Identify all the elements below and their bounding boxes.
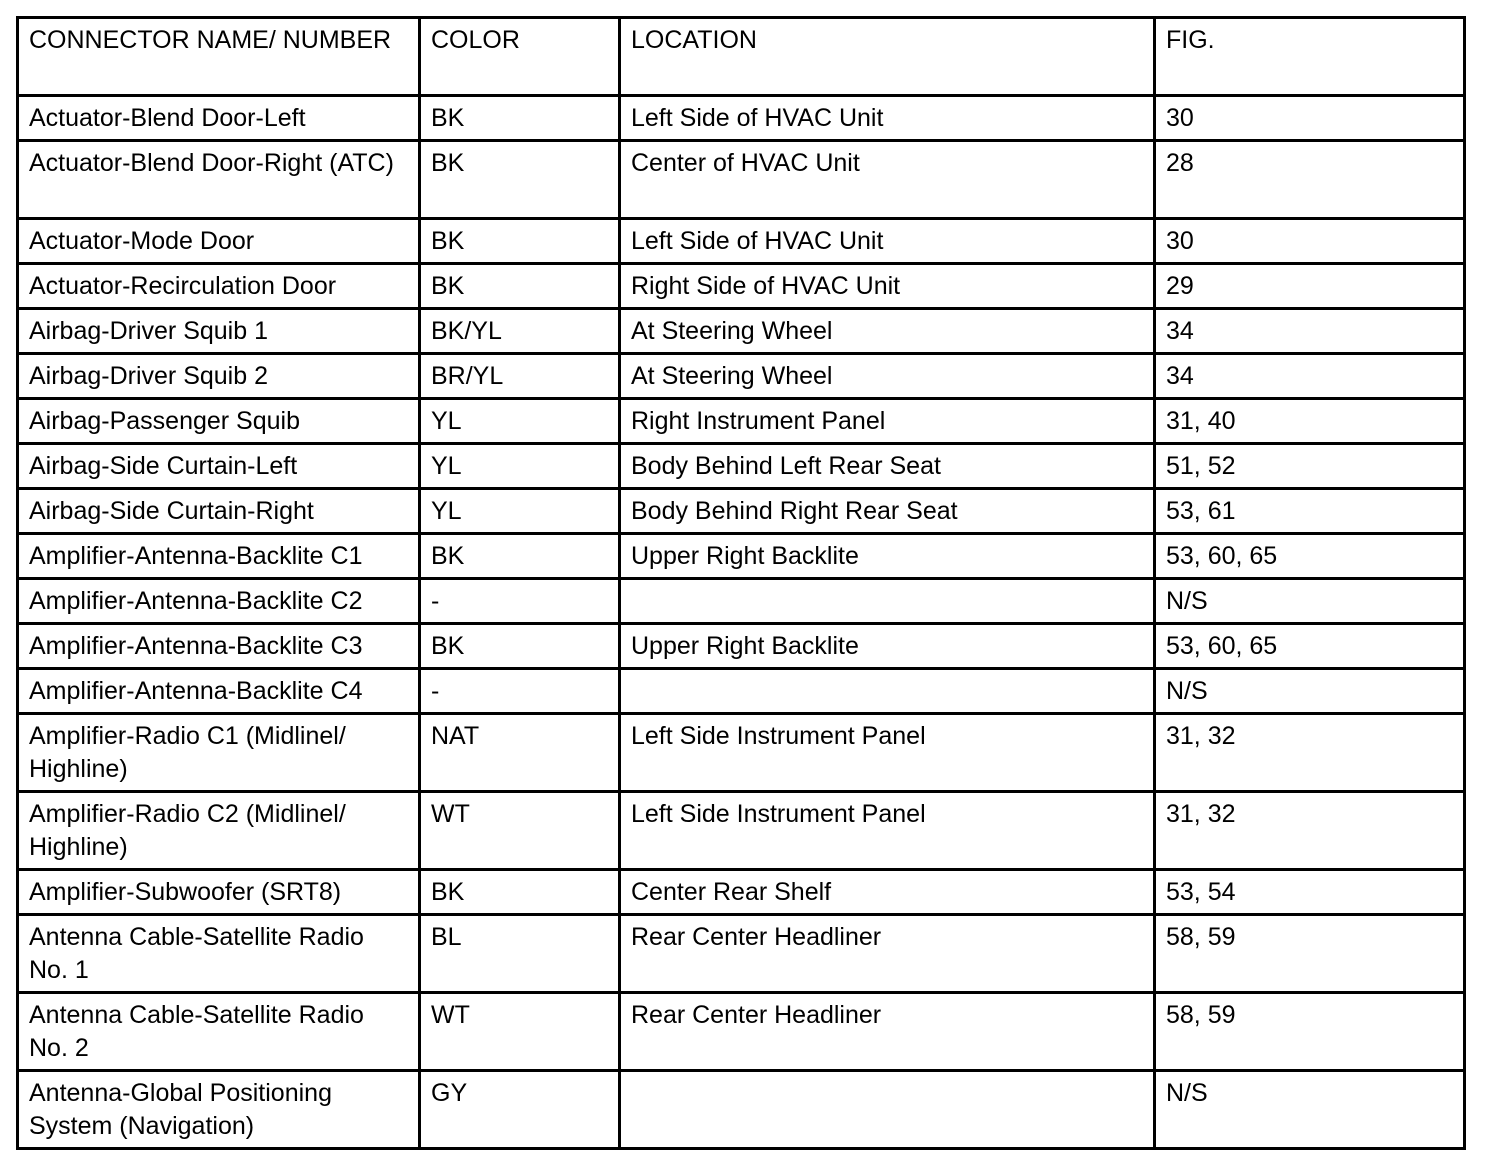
cell-connector: Amplifier-Antenna-Backlite C4 [18,669,420,714]
cell-color: BK [420,219,620,264]
table-row [18,624,1465,669]
table-body [18,18,1465,1149]
table-row [18,399,1465,444]
cell-location: Left Side of HVAC Unit [620,219,1155,264]
cell-connector: Amplifier-Antenna-Backlite C2 [18,579,420,624]
cell-location: Rear Center Headliner [620,993,1155,1071]
cell-connector: Amplifier-Subwoofer (SRT8) [18,870,420,915]
cell-connector: Actuator-Blend Door-Right (ATC) [18,141,420,219]
cell-connector: Airbag-Side Curtain-Right [18,489,420,534]
cell-fig: N/S [1155,1071,1465,1149]
table-row [18,264,1465,309]
cell-location: Right Side of HVAC Unit [620,264,1155,309]
cell-color: BK [420,96,620,141]
table-row [18,792,1465,870]
cell-color: BK [420,141,620,219]
cell-fig: 34 [1155,309,1465,354]
cell-fig: 34 [1155,354,1465,399]
cell-fig: 29 [1155,264,1465,309]
table-row [18,141,1465,219]
cell-color: BL [420,915,620,993]
table-row [18,489,1465,534]
cell-fig: N/S [1155,669,1465,714]
table-row [18,669,1465,714]
cell-color: NAT [420,714,620,792]
cell-connector: Antenna Cable-Satellite Radio No. 1 [18,915,420,993]
cell-location: Left Side Instrument Panel [620,792,1155,870]
table-row [18,993,1465,1071]
cell-connector: Actuator-Recirculation Door [18,264,420,309]
cell-connector: Antenna Cable-Satellite Radio No. 2 [18,993,420,1071]
cell-color: WT [420,792,620,870]
table-row [18,1071,1465,1149]
cell-color: BK [420,870,620,915]
table-row [18,354,1465,399]
cell-location: Left Side Instrument Panel [620,714,1155,792]
cell-fig: 30 [1155,219,1465,264]
cell-location [620,1071,1155,1149]
cell-connector: Airbag-Passenger Squib [18,399,420,444]
cell-location: Left Side of HVAC Unit [620,96,1155,141]
cell-connector: Actuator-Mode Door [18,219,420,264]
header-location: LOCATION [620,18,1155,96]
cell-location: Center Rear Shelf [620,870,1155,915]
cell-connector: Amplifier-Antenna-Backlite C1 [18,534,420,579]
cell-color: YL [420,399,620,444]
cell-connector: Actuator-Blend Door-Left [18,96,420,141]
header-color: COLOR [420,18,620,96]
cell-color: - [420,669,620,714]
cell-connector: Airbag-Driver Squib 2 [18,354,420,399]
cell-location: Rear Center Headliner [620,915,1155,993]
cell-fig: 31, 40 [1155,399,1465,444]
cell-location: Upper Right Backlite [620,624,1155,669]
cell-location: Upper Right Backlite [620,534,1155,579]
table-row [18,96,1465,141]
cell-location: Body Behind Right Rear Seat [620,489,1155,534]
cell-fig: 51, 52 [1155,444,1465,489]
connector-table [16,16,1466,1150]
cell-fig: 31, 32 [1155,714,1465,792]
cell-color: BK/YL [420,309,620,354]
cell-connector: Amplifier-Radio C1 (Midlinel/ Highline) [18,714,420,792]
table-row [18,444,1465,489]
cell-color: BK [420,534,620,579]
cell-fig: 53, 54 [1155,870,1465,915]
cell-color: YL [420,489,620,534]
cell-fig: 53, 60, 65 [1155,534,1465,579]
cell-connector: Airbag-Driver Squib 1 [18,309,420,354]
cell-fig: 53, 61 [1155,489,1465,534]
cell-location: At Steering Wheel [620,354,1155,399]
table-row [18,915,1465,993]
cell-fig: 31, 32 [1155,792,1465,870]
cell-location: Body Behind Left Rear Seat [620,444,1155,489]
cell-fig: 58, 59 [1155,993,1465,1071]
cell-connector: Amplifier-Antenna-Backlite C3 [18,624,420,669]
cell-color: YL [420,444,620,489]
cell-location: Center of HVAC Unit [620,141,1155,219]
cell-fig: 28 [1155,141,1465,219]
cell-location [620,669,1155,714]
cell-location: Right Instrument Panel [620,399,1155,444]
table-row [18,309,1465,354]
table-row [18,714,1465,792]
header-fig: FIG. [1155,18,1465,96]
cell-color: WT [420,993,620,1071]
table-row [18,534,1465,579]
cell-location: At Steering Wheel [620,309,1155,354]
cell-color: - [420,579,620,624]
cell-fig: 30 [1155,96,1465,141]
cell-fig: 58, 59 [1155,915,1465,993]
cell-color: BR/YL [420,354,620,399]
header-connector: CONNECTOR NAME/ NUMBER [18,18,420,96]
cell-fig: N/S [1155,579,1465,624]
cell-color: BK [420,264,620,309]
header-row [18,18,1465,96]
cell-fig: 53, 60, 65 [1155,624,1465,669]
cell-color: GY [420,1071,620,1149]
cell-connector: Amplifier-Radio C2 (Midlinel/ Highline) [18,792,420,870]
table-row [18,219,1465,264]
cell-connector: Antenna-Global Positioning System (Navigation) [18,1071,420,1149]
cell-location [620,579,1155,624]
cell-connector: Airbag-Side Curtain-Left [18,444,420,489]
table-row [18,579,1465,624]
cell-color: BK [420,624,620,669]
table-row [18,870,1465,915]
